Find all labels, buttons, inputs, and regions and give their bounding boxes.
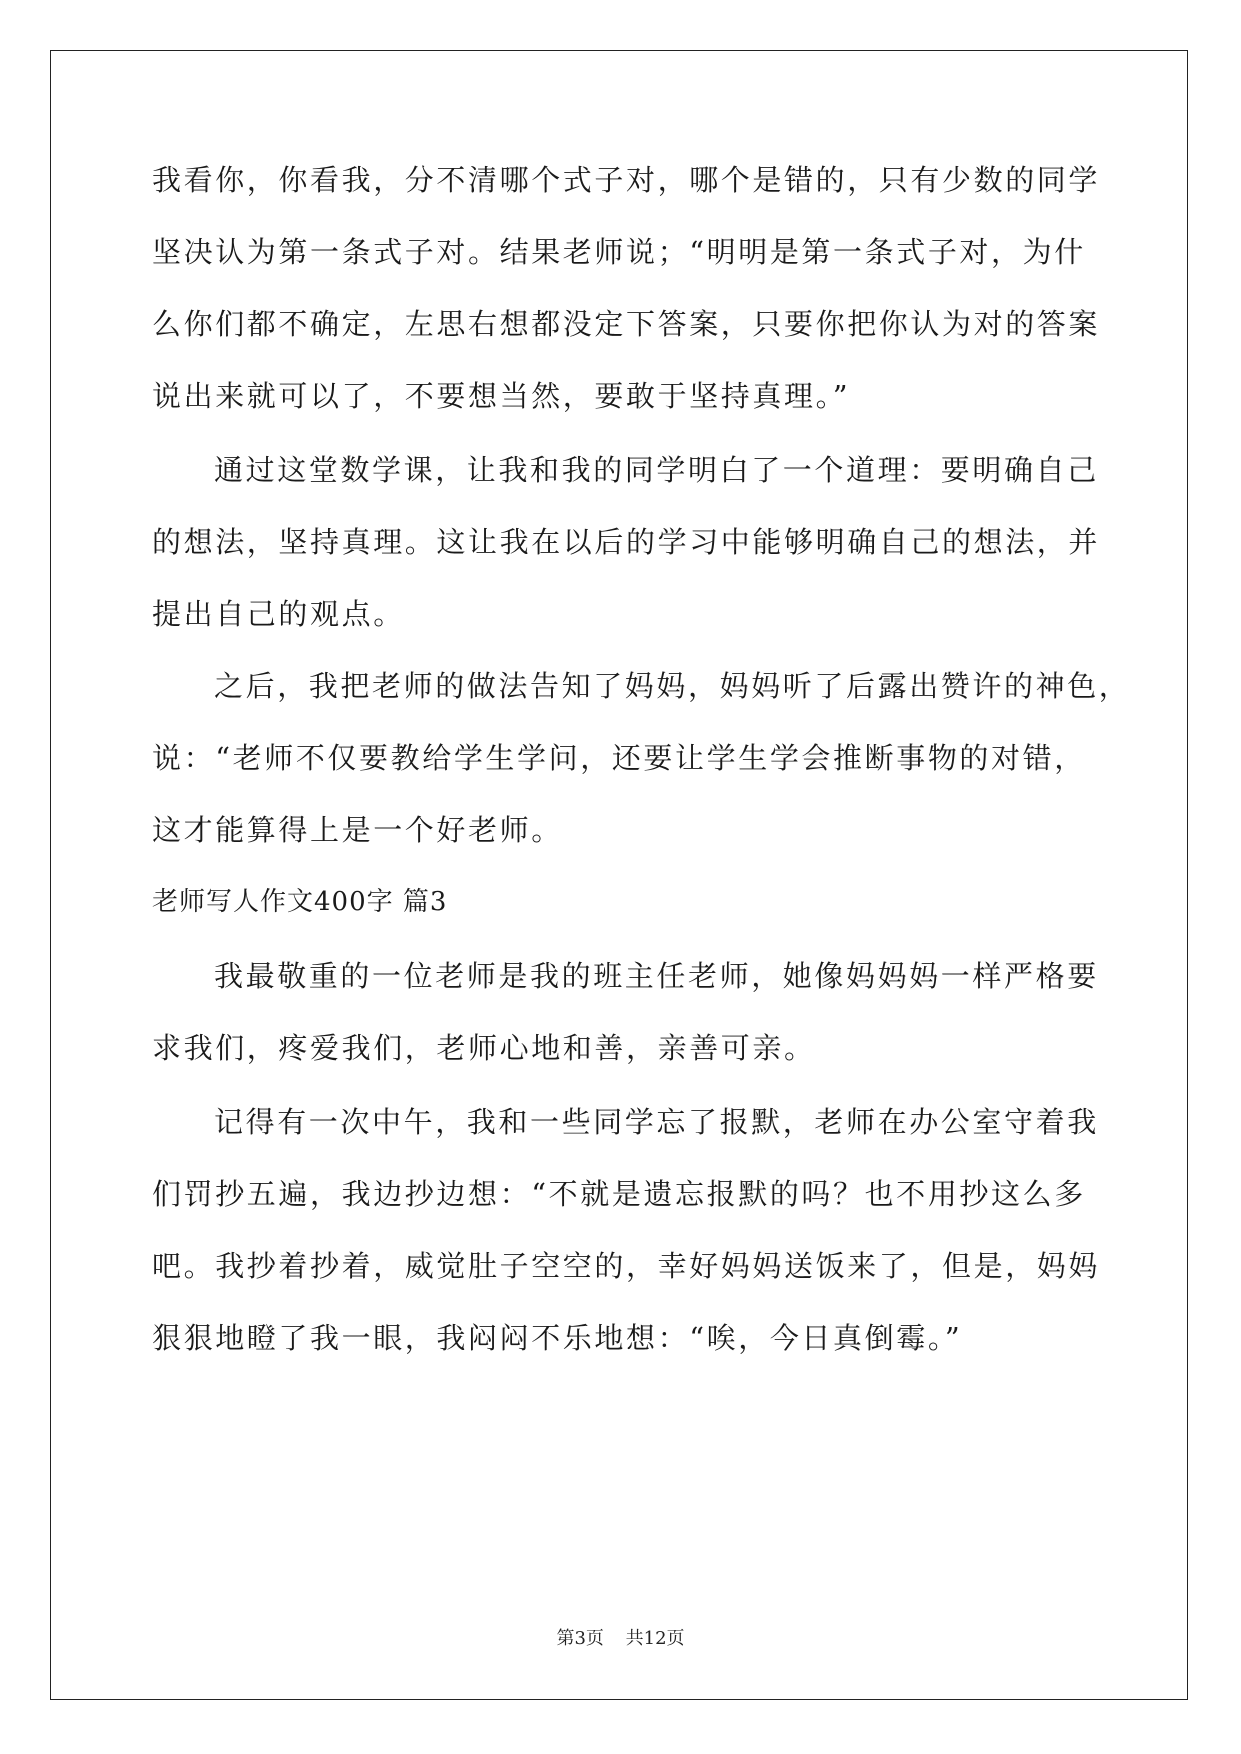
page-number: 第3页	[556, 1628, 604, 1649]
text-line: 这才能算得上是一个好老师。	[152, 813, 563, 847]
text-line: 吧。我抄着抄着，威觉肚子空空的，幸好妈妈送饭来了，但是，妈妈	[152, 1249, 1101, 1283]
text-line: 狠狠地瞪了我一眼，我闷闷不乐地想：“唉，今日真倒霉。”	[152, 1321, 963, 1355]
text-line: 么你们都不确定，左思右想都没定下答案，只要你把你认为对的答案	[152, 307, 1101, 341]
text-line: 通过这堂数学课，让我和我的同学明白了一个道理：要明确自己	[214, 453, 1099, 487]
text-line: 我最敬重的一位老师是我的班主任老师，她像妈妈妈一样严格要	[214, 959, 1099, 993]
page-footer	[0, 1624, 1241, 1650]
text-line: 记得有一次中午，我和一些同学忘了报默，老师在办公室守着我	[214, 1105, 1099, 1139]
text-line: 说出来就可以了，不要想当然，要敢于坚持真理。”	[152, 379, 851, 413]
page-total: 共12页	[625, 1628, 685, 1649]
text-line: 我看你，你看我，分不清哪个式子对，哪个是错的，只有少数的同学	[152, 163, 1101, 197]
text-line: 求我们，疼爱我们，老师心地和善，亲善可亲。	[152, 1031, 816, 1065]
text-line: 坚决认为第一条式子对。结果老师说；“明明是第一条式子对，为什	[152, 235, 1086, 269]
text-line: 之后，我把老师的做法告知了妈妈，妈妈听了后露出赞许的神色，	[214, 669, 1131, 703]
text-line: 们罚抄五遍，我边抄边想：“不就是遗忘报默的吗？也不用抄这么多	[152, 1177, 1086, 1211]
text-line: 提出自己的观点。	[152, 597, 405, 631]
text-line: 说：“老师不仅要教给学生学问，还要让学生学会推断事物的对错，	[152, 741, 1086, 775]
text-line: 的想法，坚持真理。这让我在以后的学习中能够明确自己的想法，并	[152, 525, 1101, 559]
section-heading: 老师写人作文400字 篇3	[152, 887, 448, 917]
page-border	[50, 50, 1188, 1700]
